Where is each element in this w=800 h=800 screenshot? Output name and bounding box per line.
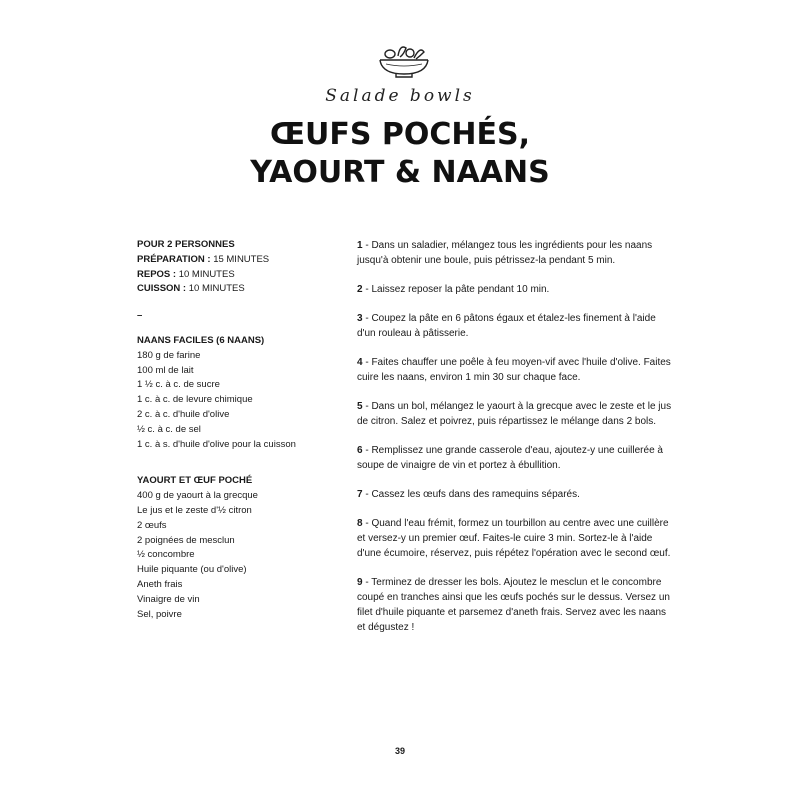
- step-text: - Remplissez une grande casserole d'eau, ajoutez-y une cuillerée à soupe de vinaigre de vin et portez à ébullition.: [357, 445, 663, 471]
- ingredient-item: Vinaigre de vin: [137, 593, 200, 605]
- step-text: - Quand l'eau frémit, formez un tourbillon au centre avec une cuillère et versez-y un premier œuf. Faites-le cuire 3 min. Sortez-le à l'aide d'une écumoire, réservez, puis répétez l'opération avec le second œuf.: [357, 518, 671, 559]
- step-text: - Dans un saladier, mélangez tous les ingrédients pour les naans jusqu'à obtenir une boule, puis pétrissez-la pendant 5 min.: [357, 240, 653, 266]
- step-number: 2: [357, 284, 363, 295]
- step-number: 6: [357, 445, 363, 456]
- step-7: [357, 487, 677, 502]
- ingredient-item: 2 œufs: [137, 519, 167, 531]
- cook-value: 10 MINUTES: [188, 283, 245, 295]
- ingredients-column: [137, 238, 337, 622]
- step-text: - Cassez les œufs dans des ramequins séparés.: [362, 489, 580, 500]
- ingredient-item: ½ concombre: [137, 549, 195, 561]
- step-text: - Terminez de dresser les bols. Ajoutez le mesclun et le concombre coupé en tranches ainsi que les œufs pochés sur le dessus. Versez un filet d'huile piquante et parsemez d'aneth frais. Servez avec les naans et dégustez !: [357, 577, 670, 633]
- category-subtitle: Salade bowls: [325, 86, 475, 106]
- step-4: [357, 355, 677, 385]
- ingredient-item: ½ c. à c. de sel: [137, 423, 201, 435]
- servings: POUR 2 PERSONNES: [137, 239, 235, 250]
- yaourt-section-title: YAOURT ET ŒUF POCHÉ: [137, 475, 253, 487]
- steps-column: [357, 238, 677, 649]
- rest-label: REPOS :: [137, 268, 177, 280]
- step-number: 7: [357, 489, 363, 500]
- recipe-title: [0, 116, 800, 192]
- ingredient-item: 2 poignées de mesclun: [137, 534, 235, 546]
- ingredient-item: Sel, poivre: [137, 608, 182, 620]
- step-number: 9: [357, 577, 363, 588]
- step-9: [357, 575, 677, 635]
- ingredient-item: Le jus et le zeste d'½ citron: [137, 504, 252, 516]
- prep-label: PRÉPARATION :: [137, 253, 211, 265]
- ingredient-item: 1 c. à s. d'huile d'olive pour la cuisson: [137, 438, 296, 450]
- naans-section-title: NAANS FACILES (6 NAANS): [137, 334, 265, 346]
- step-5: [357, 399, 677, 429]
- yaourt-ingredient-list: [137, 489, 337, 622]
- ingredient-item: 100 ml de lait: [137, 364, 194, 376]
- recipe-title-line-2: YAOURT & NAANS: [250, 155, 550, 190]
- step-number: 5: [357, 401, 363, 412]
- rest-value: 10 MINUTES: [178, 268, 235, 280]
- ingredient-item: 1 ½ c. à c. de sucre: [137, 379, 220, 391]
- step-2: [357, 282, 677, 297]
- separator-dash: –: [137, 310, 143, 322]
- ingredient-item: 1 c. à c. de levure chimique: [137, 394, 253, 406]
- naans-ingredient-list: [137, 349, 337, 453]
- page-number: 39: [394, 746, 405, 756]
- ingredient-item: Huile piquante (ou d'olive): [137, 564, 247, 576]
- cook-time: [137, 282, 337, 297]
- step-8: [357, 516, 677, 561]
- step-number: 4: [357, 357, 363, 368]
- step-6: [357, 443, 677, 473]
- ingredient-item: 180 g de farine: [137, 349, 201, 361]
- cook-label: CUISSON :: [137, 283, 187, 295]
- rest-time: [137, 268, 337, 283]
- recipe-title-line-1: ŒUFS POCHÉS,: [269, 117, 531, 152]
- ingredient-item: 2 c. à c. d'huile d'olive: [137, 408, 230, 420]
- step-text: - Dans un bol, mélangez le yaourt à la grecque avec le zeste et le jus de citron. Salez et poivrez, puis répartissez le mélange dans 2 bols.: [357, 401, 672, 427]
- step-number: 8: [357, 518, 363, 529]
- step-text: - Laissez reposer la pâte pendant 10 min.: [362, 284, 550, 295]
- prep-time: [137, 253, 337, 268]
- salad-bowl-icon: [374, 40, 434, 80]
- step-number: 3: [357, 313, 363, 324]
- step-3: [357, 311, 677, 341]
- step-text: - Faites chauffer une poêle à feu moyen-vif avec l'huile d'olive. Faites cuire les naans, environ 1 min 30 sur chaque face.: [357, 357, 671, 383]
- step-number: 1: [357, 240, 363, 251]
- step-1: [357, 238, 677, 268]
- ingredient-item: 400 g de yaourt à la grecque: [137, 490, 258, 502]
- step-text: - Coupez la pâte en 6 pâtons égaux et étalez-les finement à l'aide d'un rouleau à pâtisserie.: [357, 313, 656, 339]
- prep-value: 15 MINUTES: [213, 253, 270, 265]
- ingredient-item: Aneth frais: [137, 578, 183, 590]
